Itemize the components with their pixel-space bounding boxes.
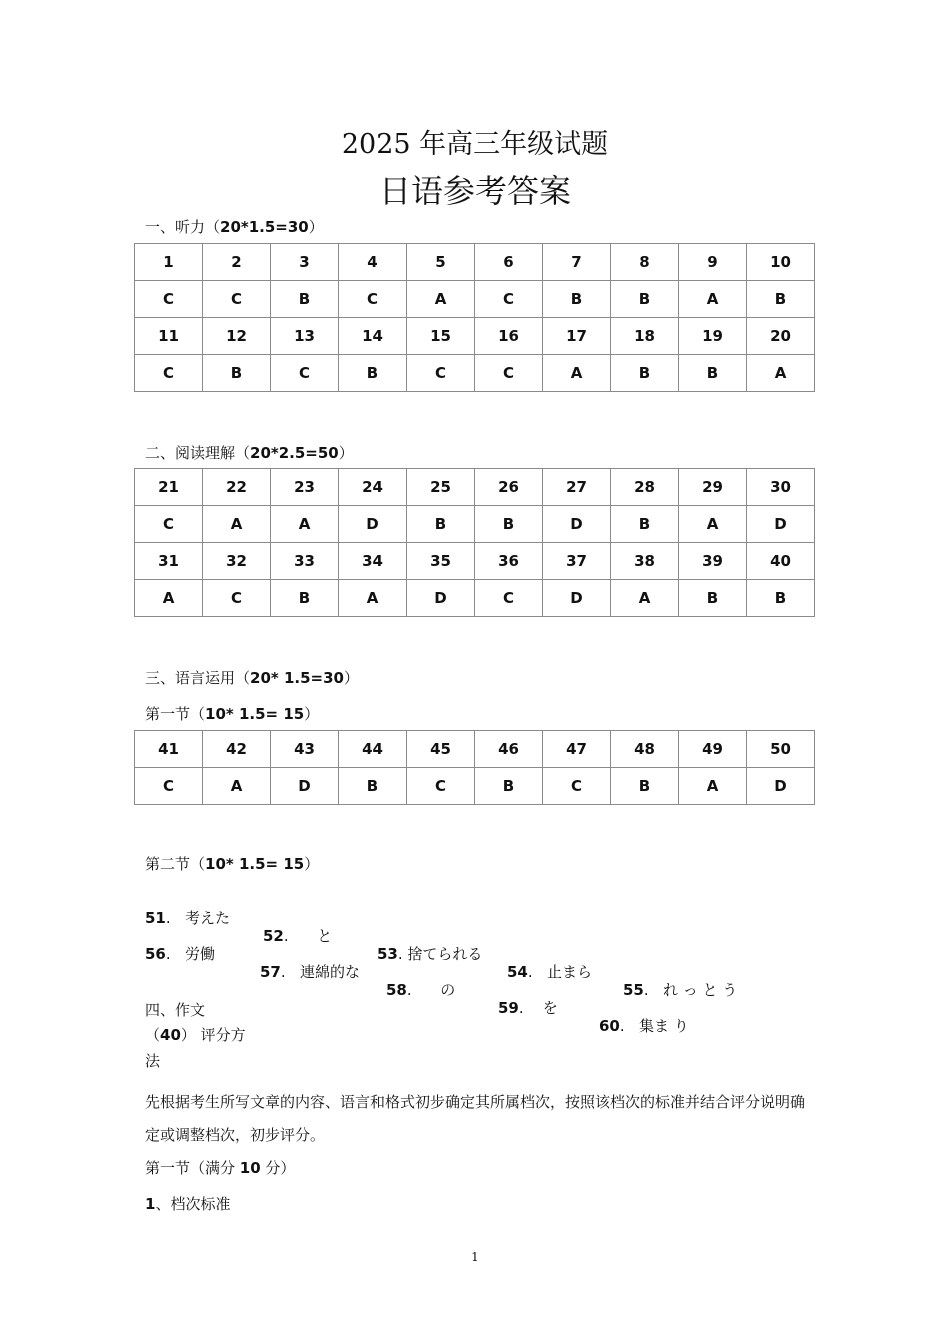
question-number-cell: 50 — [747, 731, 815, 768]
answer-cell: B — [543, 281, 611, 318]
question-number-cell: 25 — [407, 469, 475, 506]
answer-row — [135, 355, 815, 392]
answer-cell: A — [679, 506, 747, 543]
answer-cell: B — [679, 580, 747, 617]
fill-answer-54: 54. 止まら — [507, 963, 592, 981]
question-number-cell: 16 — [475, 318, 543, 355]
fill-answer-56: 56. 労働 — [145, 945, 215, 963]
fill-answer-55: 55. れ っ と う — [623, 981, 738, 999]
question-number-cell: 32 — [203, 543, 271, 580]
listening-answer-table — [134, 243, 815, 392]
question-number-cell: 33 — [271, 543, 339, 580]
question-number-cell: 22 — [203, 469, 271, 506]
question-number-cell: 2 — [203, 244, 271, 281]
question-number-cell: 4 — [339, 244, 407, 281]
answer-cell: A — [747, 355, 815, 392]
question-number-cell: 43 — [271, 731, 339, 768]
answer-cell: B — [611, 355, 679, 392]
question-number-cell: 38 — [611, 543, 679, 580]
answer-cell: D — [543, 506, 611, 543]
part1-heading: 第一节（10* 1.5= 15） — [145, 705, 320, 723]
question-number-cell: 8 — [611, 244, 679, 281]
answer-cell: C — [543, 768, 611, 805]
fill-answer-52: 52. と — [263, 927, 333, 945]
answer-cell: C — [475, 281, 543, 318]
answer-cell: B — [611, 506, 679, 543]
fill-answer-57: 57. 連綿的な — [260, 963, 360, 981]
question-number-cell: 18 — [611, 318, 679, 355]
question-number-cell: 10 — [747, 244, 815, 281]
answer-row — [135, 768, 815, 805]
answer-cell: B — [203, 355, 271, 392]
answer-cell: A — [203, 768, 271, 805]
question-number-cell: 31 — [135, 543, 203, 580]
question-number-cell: 15 — [407, 318, 475, 355]
question-number-cell: 12 — [203, 318, 271, 355]
question-number-cell: 45 — [407, 731, 475, 768]
question-number-row — [135, 244, 815, 281]
question-number-cell: 36 — [475, 543, 543, 580]
answer-cell: A — [543, 355, 611, 392]
question-number-cell: 7 — [543, 244, 611, 281]
answer-cell: C — [475, 580, 543, 617]
writing-score-line: （40） 评分方 — [145, 1026, 246, 1044]
fill-answer-60: 60. 集ま り — [599, 1017, 689, 1035]
answer-row — [135, 506, 815, 543]
answer-cell: B — [475, 506, 543, 543]
answer-cell: C — [135, 355, 203, 392]
question-number-cell: 44 — [339, 731, 407, 768]
language-use-heading: 三、语言运用（20* 1.5=30） — [145, 669, 359, 687]
answer-cell: A — [135, 580, 203, 617]
answer-cell: A — [679, 768, 747, 805]
question-number-cell: 24 — [339, 469, 407, 506]
page-number: 1 — [471, 1250, 479, 1264]
question-number-cell: 26 — [475, 469, 543, 506]
answer-cell: B — [271, 580, 339, 617]
question-number-cell: 6 — [475, 244, 543, 281]
language-use-answer-table — [134, 730, 815, 805]
answer-cell: B — [475, 768, 543, 805]
answer-cell: C — [407, 768, 475, 805]
reading-heading: 二、阅读理解（20*2.5=50） — [145, 444, 354, 462]
writing-section1-heading: 第一节（满分 10 分） — [145, 1159, 296, 1177]
answer-cell: A — [203, 506, 271, 543]
answer-cell: D — [339, 506, 407, 543]
answer-cell: B — [747, 281, 815, 318]
question-number-cell: 3 — [271, 244, 339, 281]
question-number-cell: 23 — [271, 469, 339, 506]
question-number-cell: 42 — [203, 731, 271, 768]
writing-instructions: 先根据考生所写文章的内容、语言和格式初步确定其所属档次，按照该档次的标准并结合评分说明确定或调整档次，初步评分。 — [145, 1093, 806, 1144]
answer-cell: B — [339, 768, 407, 805]
question-number-cell: 29 — [679, 469, 747, 506]
answer-cell: B — [611, 768, 679, 805]
answer-cell: C — [203, 580, 271, 617]
fill-answer-59: 59. を — [498, 999, 558, 1017]
answer-cell: C — [271, 355, 339, 392]
answer-cell: D — [747, 506, 815, 543]
answer-cell: C — [135, 506, 203, 543]
answer-cell: B — [679, 355, 747, 392]
answer-cell: D — [271, 768, 339, 805]
question-number-cell: 1 — [135, 244, 203, 281]
writing-heading: 四、作文 — [145, 1001, 206, 1019]
answer-row — [135, 281, 815, 318]
answer-cell: B — [611, 281, 679, 318]
answer-cell: A — [407, 281, 475, 318]
question-number-cell: 5 — [407, 244, 475, 281]
answer-cell: C — [135, 768, 203, 805]
answer-cell: A — [611, 580, 679, 617]
question-number-cell: 30 — [747, 469, 815, 506]
exam-title: 2025 年高三年级试题 — [341, 129, 609, 160]
question-number-row — [135, 318, 815, 355]
answer-cell: A — [339, 580, 407, 617]
answer-cell: B — [407, 506, 475, 543]
answer-cell: D — [747, 768, 815, 805]
answer-cell: C — [203, 281, 271, 318]
writing-score-line-wrap: 法 — [145, 1052, 161, 1070]
answer-row — [135, 580, 815, 617]
question-number-cell: 17 — [543, 318, 611, 355]
answer-cell: D — [407, 580, 475, 617]
question-number-cell: 39 — [679, 543, 747, 580]
grading-criteria-heading: 1、档次标准 — [145, 1195, 231, 1213]
question-number-cell: 9 — [679, 244, 747, 281]
answer-cell: A — [271, 506, 339, 543]
question-number-cell: 13 — [271, 318, 339, 355]
question-number-cell: 11 — [135, 318, 203, 355]
answer-cell: C — [475, 355, 543, 392]
question-number-cell: 14 — [339, 318, 407, 355]
question-number-row — [135, 543, 815, 580]
answer-cell: C — [135, 281, 203, 318]
question-number-cell: 27 — [543, 469, 611, 506]
question-number-cell: 47 — [543, 731, 611, 768]
fill-answer-58: 58. の — [386, 981, 456, 999]
reading-answer-table — [134, 468, 815, 617]
answer-cell: D — [543, 580, 611, 617]
question-number-cell: 48 — [611, 731, 679, 768]
question-number-cell: 20 — [747, 318, 815, 355]
answer-cell: C — [407, 355, 475, 392]
question-number-cell: 34 — [339, 543, 407, 580]
answer-cell: B — [339, 355, 407, 392]
answer-cell: C — [339, 281, 407, 318]
question-number-cell: 28 — [611, 469, 679, 506]
question-number-cell: 35 — [407, 543, 475, 580]
question-number-cell: 46 — [475, 731, 543, 768]
question-number-cell: 49 — [679, 731, 747, 768]
question-number-cell: 21 — [135, 469, 203, 506]
question-number-cell: 41 — [135, 731, 203, 768]
question-number-row — [135, 731, 815, 768]
part2-heading: 第二节（10* 1.5= 15） — [145, 855, 320, 873]
answer-cell: B — [271, 281, 339, 318]
fill-answer-53: 53. 捨てられる — [377, 945, 483, 963]
question-number-cell: 40 — [747, 543, 815, 580]
listening-heading: 一、听力（20*1.5=30） — [145, 218, 324, 236]
fill-answer-51: 51. 考えた — [145, 909, 230, 927]
question-number-cell: 19 — [679, 318, 747, 355]
answer-cell: B — [747, 580, 815, 617]
answer-cell: A — [679, 281, 747, 318]
question-number-cell: 37 — [543, 543, 611, 580]
question-number-row — [135, 469, 815, 506]
answer-key-title: 日语参考答案 — [378, 172, 571, 210]
